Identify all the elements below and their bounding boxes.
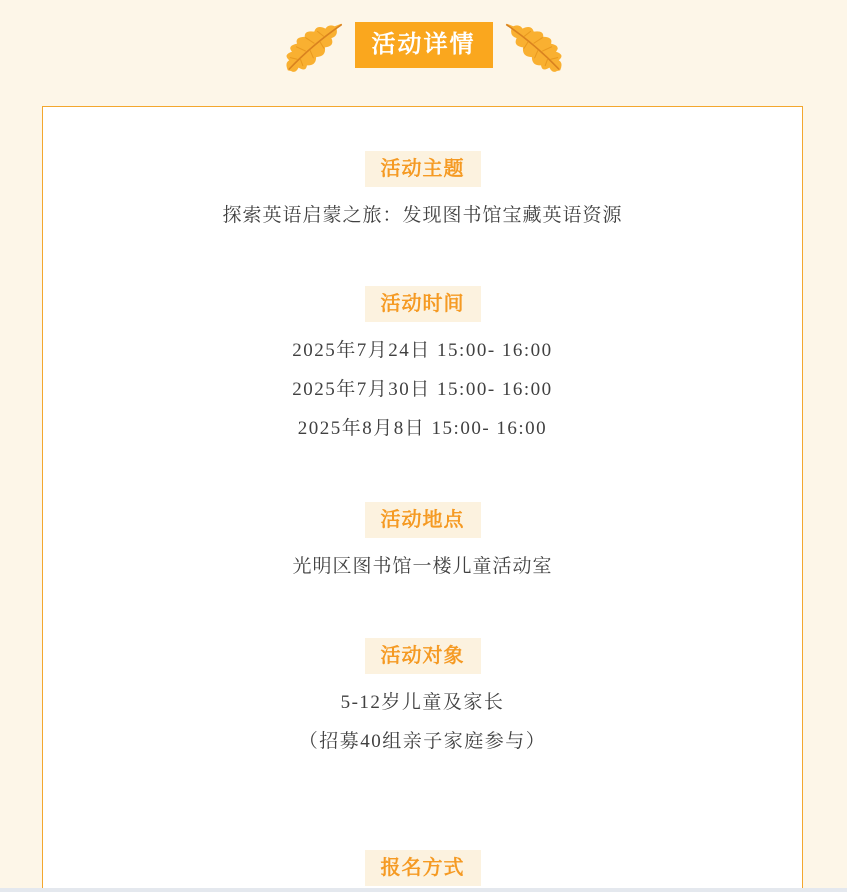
section-label-audience: 活动对象 <box>365 638 481 674</box>
time-line: 2025年7月24日 15:00- 16:00 <box>292 340 553 361</box>
audience-line: （招募40组亲子家庭参与） <box>298 731 547 752</box>
page-title: 活动详情 <box>355 22 493 68</box>
oak-leaf-icon <box>495 6 573 84</box>
location-text: 光明区图书馆一楼儿童活动室 <box>292 556 553 577</box>
section-label-time: 活动时间 <box>365 286 481 322</box>
time-line: 2025年8月8日 15:00- 16:00 <box>297 418 548 439</box>
section-label-registration: 报名方式 <box>365 850 481 886</box>
theme-text: 探索英语启蒙之旅：发现图书馆宝藏英语资源 <box>222 205 623 226</box>
bottom-divider <box>0 888 847 892</box>
time-line: 2025年7月30日 15:00- 16:00 <box>292 379 553 400</box>
audience-line: 5-12岁儿童及家长 <box>340 692 505 713</box>
section-label-location: 活动地点 <box>365 502 481 538</box>
oak-leaf-icon <box>275 6 353 84</box>
section-label-theme: 活动主题 <box>365 151 481 187</box>
page-header <box>0 0 847 90</box>
detail-card <box>42 106 803 892</box>
